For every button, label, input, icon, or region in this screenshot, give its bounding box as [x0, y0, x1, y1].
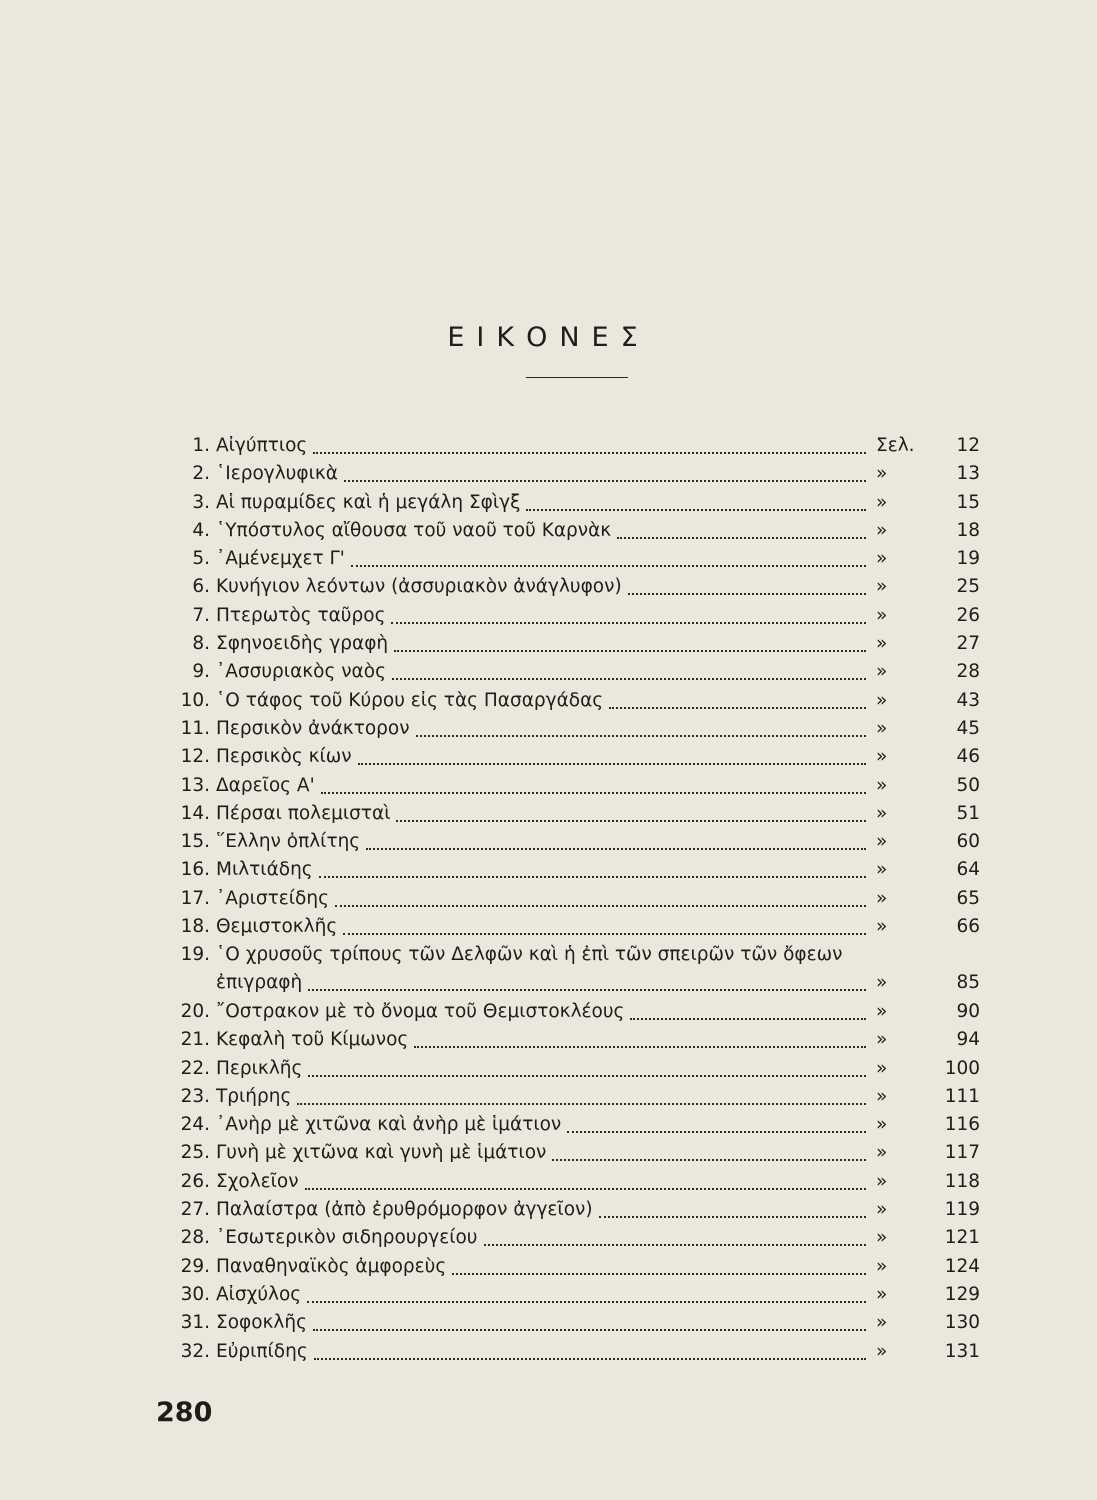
item-title: ᾿Ανὴρ μὲ χιτῶνα καὶ ἀνὴρ μὲ ἱμάτιον: [216, 1114, 562, 1136]
list-item: [160, 856, 980, 884]
item-page: 50: [956, 774, 980, 796]
item-title: ᾿Αμένεμχετ Γ': [216, 548, 345, 570]
dot-leader: [307, 1301, 866, 1303]
item-page: 19: [956, 548, 980, 570]
list-item: [160, 1253, 980, 1281]
page-marker: »: [876, 604, 888, 626]
item-title: ῾Υπόστυλος αἴθουσα τοῦ ναοῦ τοῦ Καρνὰκ: [216, 519, 612, 541]
dot-leader: [351, 565, 866, 567]
dot-leader: [321, 792, 866, 794]
item-title: Αἰγύπτιος: [216, 435, 308, 456]
list-item: [160, 800, 980, 828]
item-number: 16.: [180, 859, 210, 881]
page-marker: Σελ.: [876, 435, 915, 456]
item-title: Περσικὸς κίων: [216, 746, 352, 768]
item-page: 131: [944, 1340, 980, 1362]
item-page: 43: [956, 689, 980, 711]
item-title: Παλαίστρα (ἀπὸ ἐρυθρόμορφον ἀγγεῖον): [216, 1199, 593, 1221]
page-marker: »: [876, 633, 888, 655]
dot-leader: [394, 650, 866, 652]
title-rule: [526, 377, 628, 378]
dot-leader: [392, 678, 866, 680]
page-marker: »: [876, 661, 888, 683]
item-number: 2.: [192, 463, 210, 485]
page-title: ΕΙΚΟΝΕΣ: [447, 322, 650, 353]
item-title: Κεφαλὴ τοῦ Κίμωνος: [216, 1029, 409, 1051]
dot-leader: [313, 1329, 866, 1331]
page-marker: »: [876, 887, 888, 909]
item-page: 46: [956, 746, 980, 768]
item-page: 13: [956, 463, 980, 485]
page-marker: »: [876, 916, 888, 938]
item-page: 119: [944, 1199, 980, 1221]
item-number: 5.: [192, 548, 210, 570]
item-title: Περικλῆς: [216, 1057, 303, 1079]
item-title: ἐπιγραφὴ: [216, 972, 303, 994]
item-number: 26.: [180, 1170, 210, 1192]
list-item: [160, 1111, 980, 1139]
item-page: 28: [956, 661, 980, 683]
dot-leader: [567, 1131, 866, 1133]
item-title: Σφηνοειδὴς γραφὴ: [216, 633, 389, 655]
page-marker: »: [876, 1312, 888, 1334]
dot-leader: [313, 452, 866, 454]
item-page: 51: [956, 802, 980, 824]
item-page: 124: [944, 1255, 980, 1277]
page-marker: »: [876, 1255, 888, 1277]
item-page: 66: [956, 916, 980, 938]
list-item: [160, 1026, 980, 1054]
item-page: 45: [956, 717, 980, 739]
item-title: Θεμιστοκλῆς: [216, 916, 338, 938]
list-item: [160, 1281, 980, 1309]
page-marker: »: [876, 859, 888, 881]
item-page: 100: [944, 1057, 980, 1079]
page-marker: »: [876, 774, 888, 796]
item-page: 94: [956, 1029, 980, 1051]
item-number: 23.: [180, 1085, 210, 1107]
list-item: [160, 460, 980, 488]
list-item: [160, 913, 980, 941]
item-page: 12: [956, 435, 980, 456]
list-item: [160, 1139, 980, 1167]
page-marker: »: [876, 463, 888, 485]
item-title: ῾Ιερογλυφικὰ: [216, 463, 338, 485]
dot-leader: [526, 509, 866, 511]
item-number: 15.: [180, 831, 210, 853]
item-page: 25: [956, 576, 980, 598]
dot-leader: [314, 1358, 866, 1360]
dot-leader: [344, 480, 866, 482]
item-page: 129: [944, 1283, 980, 1305]
item-title: ᾿Ασσυριακὸς ναὸς: [216, 661, 386, 683]
dot-leader: [452, 1273, 866, 1275]
item-title: Τριήρης: [216, 1085, 292, 1107]
dot-leader: [319, 876, 866, 878]
item-number: 30.: [180, 1283, 210, 1305]
item-page: 111: [944, 1085, 980, 1107]
item-title: Σχολεῖον: [216, 1170, 299, 1192]
dot-leader: [414, 1046, 866, 1048]
item-page: 121: [944, 1227, 980, 1249]
list-item: [160, 1055, 980, 1083]
list-item: [160, 743, 980, 771]
item-title: ῎Οστρακον μὲ τὸ ὄνομα τοῦ Θεμιστοκλέους: [216, 1000, 625, 1022]
item-number: 11.: [180, 717, 210, 739]
list-item: [160, 941, 980, 998]
dot-leader: [396, 820, 866, 822]
item-title: Παναθηναϊκὸς ἀμφορεὺς: [216, 1255, 447, 1277]
item-number: 1.: [192, 435, 210, 456]
page-marker: »: [876, 491, 888, 513]
item-number: 31.: [180, 1312, 210, 1334]
item-number: 19.: [180, 944, 210, 966]
item-title: ῞Ελλην ὁπλίτης: [216, 831, 361, 853]
list-item: [160, 1309, 980, 1337]
item-page: 85: [956, 972, 980, 994]
item-number: 13.: [180, 774, 210, 796]
page-marker: »: [876, 576, 888, 598]
item-number: 28.: [180, 1227, 210, 1249]
dot-leader: [358, 763, 866, 765]
dot-leader: [617, 537, 866, 539]
item-title: Πτερωτὸς ταῦρος: [216, 604, 386, 626]
item-number: 8.: [192, 633, 210, 655]
page-marker: »: [876, 802, 888, 824]
list-item: [160, 998, 980, 1026]
item-title: Σοφοκλῆς: [216, 1312, 307, 1334]
item-page: 117: [944, 1142, 980, 1164]
page-marker: »: [876, 746, 888, 768]
item-number: 9.: [192, 661, 210, 683]
item-title: Αἰσχύλος: [216, 1283, 302, 1305]
item-number: 32.: [180, 1340, 210, 1362]
page-marker: »: [876, 1085, 888, 1107]
page-marker: »: [876, 717, 888, 739]
item-title: ᾿Αριστείδης: [216, 887, 329, 909]
list-item: [160, 630, 980, 658]
dot-leader: [308, 1075, 866, 1077]
dot-leader: [484, 1244, 866, 1246]
item-number: 24.: [180, 1114, 210, 1136]
item-title: ᾿Εσωτερικὸν σιδηρουργείου: [216, 1227, 478, 1249]
list-item: [160, 715, 980, 743]
dot-leader: [630, 1018, 866, 1020]
dot-leader: [305, 1188, 866, 1190]
item-title: Εὐριπίδης: [216, 1340, 308, 1362]
item-title: Κυνήγιον λεόντων (ἀσσυριακὸν ἀνάγλυφον): [216, 576, 622, 598]
item-page: 18: [956, 519, 980, 541]
item-title: ῾Ο τάφος τοῦ Κύρου εἰς τὰς Πασαργάδας: [216, 689, 604, 711]
list-item: [160, 1168, 980, 1196]
item-page: 90: [956, 1000, 980, 1022]
item-number: 12.: [180, 746, 210, 768]
list-item: [160, 1196, 980, 1224]
item-number: 20.: [180, 1000, 210, 1022]
page-marker: »: [876, 1114, 888, 1136]
item-number: 6.: [192, 576, 210, 598]
item-number: 21.: [180, 1029, 210, 1051]
list-item: [160, 828, 980, 856]
page-marker: »: [876, 689, 888, 711]
item-title: Δαρεῖος Α': [216, 774, 315, 796]
item-page: 26: [956, 604, 980, 626]
dot-leader: [416, 735, 866, 737]
dot-leader: [552, 1159, 866, 1161]
dot-leader: [297, 1103, 866, 1105]
item-title: ῾Ο χρυσοῦς τρίπους τῶν Δελφῶν καὶ ἡ ἐπὶ τῶν σπειρῶν τῶν ὄφεων: [216, 944, 843, 966]
item-number: 10.: [180, 689, 210, 711]
page-marker: »: [876, 548, 888, 570]
item-number: 17.: [180, 887, 210, 909]
page-marker: »: [876, 1170, 888, 1192]
page-marker: »: [876, 1000, 888, 1022]
item-number: 7.: [192, 604, 210, 626]
dot-leader: [343, 933, 866, 935]
page-marker: »: [876, 831, 888, 853]
page-marker: »: [876, 1057, 888, 1079]
dot-leader: [609, 707, 866, 709]
dot-leader: [308, 989, 866, 991]
list-item: [160, 573, 980, 601]
page-marker: »: [876, 1340, 888, 1362]
page-marker: »: [876, 1029, 888, 1051]
list-item: [160, 658, 980, 686]
list-item: [160, 545, 980, 573]
list-item: [160, 885, 980, 913]
dot-leader: [366, 848, 866, 850]
item-page: 130: [944, 1312, 980, 1334]
item-page: 65: [956, 887, 980, 909]
dot-leader: [628, 593, 866, 595]
item-number: 27.: [180, 1199, 210, 1221]
item-number: 29.: [180, 1255, 210, 1277]
page-marker: »: [876, 1227, 888, 1249]
item-number: 3.: [192, 491, 210, 513]
dot-leader: [391, 622, 866, 624]
list-item: [160, 1224, 980, 1252]
item-title: Αἱ πυραμίδες καὶ ἡ μεγάλη Σφὶγξ: [216, 491, 521, 513]
item-title: Μιλτιάδης: [216, 859, 313, 881]
list-item: [160, 602, 980, 630]
page-marker: »: [876, 519, 888, 541]
item-number: 14.: [180, 802, 210, 824]
list-item: [160, 432, 980, 460]
item-page: 60: [956, 831, 980, 853]
dot-leader: [599, 1216, 866, 1218]
item-title: Πέρσαι πολεμισταὶ: [216, 802, 391, 824]
dot-leader: [335, 905, 866, 907]
list-item: [160, 517, 980, 545]
list-item: [160, 489, 980, 517]
page-number: 280: [156, 1397, 213, 1428]
list-item: [160, 687, 980, 715]
list-item: [160, 1338, 980, 1366]
illustrations-list: [160, 432, 980, 1366]
item-page: 64: [956, 859, 980, 881]
item-number: 25.: [180, 1142, 210, 1164]
page-marker: »: [876, 1199, 888, 1221]
list-item: [160, 772, 980, 800]
item-title: Περσικὸν ἀνάκτορον: [216, 717, 410, 739]
item-title: Γυνὴ μὲ χιτῶνα καὶ γυνὴ μὲ ἱμάτιον: [216, 1142, 547, 1164]
page-marker: »: [876, 972, 888, 994]
item-page: 15: [956, 491, 980, 513]
page-marker: »: [876, 1283, 888, 1305]
page-marker: »: [876, 1142, 888, 1164]
item-number: 22.: [180, 1057, 210, 1079]
item-page: 116: [944, 1114, 980, 1136]
item-number: 18.: [180, 916, 210, 938]
list-item: [160, 1083, 980, 1111]
item-page: 27: [956, 633, 980, 655]
item-page: 118: [944, 1170, 980, 1192]
item-number: 4.: [192, 519, 210, 541]
